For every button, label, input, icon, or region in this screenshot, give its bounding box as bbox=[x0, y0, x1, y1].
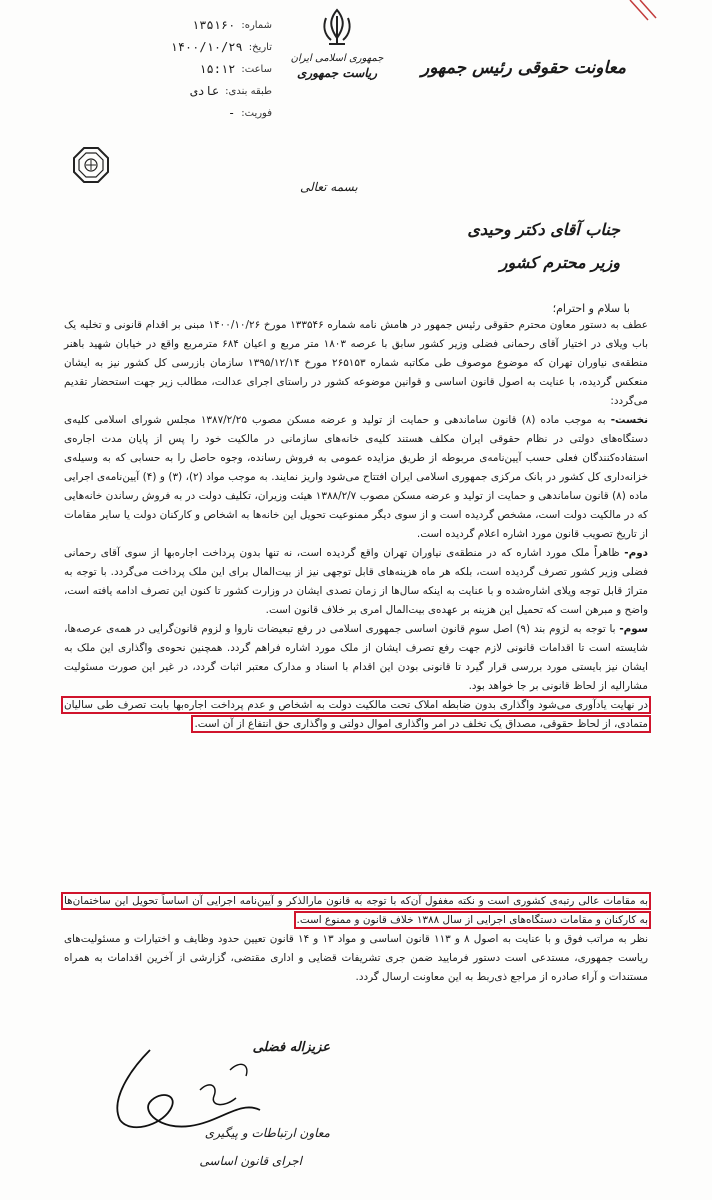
highlighted-closing: به مقامات عالی رتبه‌ی کشوری است و نکته مغفول آن‌که با توجه به قانون مارالذکر و آیین‌نامه اجرایی آن اساساً تحویل این ساختمان‌ها به کارکنان و مقامات دستگاه‌های اجرایی از سال ۱۳۸۸ خلاف قانون و ممنوع است. bbox=[64, 895, 648, 926]
letter-meta-block bbox=[72, 14, 272, 124]
paragraph-second bbox=[64, 544, 648, 620]
addressee-block bbox=[467, 220, 620, 272]
paragraph-second-text: ظاهراً ملک مورد اشاره که در منطقه‌ی نیاوران تهران واقع گردیده است، نه تنها بدون پرداخت اجاره‌بها از سوی آقای رحمانی فضلی وزیر کشور تصرف گردیده است، بلکه هر ماه هزینه‌های قابل توجهی نیز از بیت‌المال برای این ملک پرداخت می‌گردد. با توجه به متراژ قابل توجه ویلای اشاره‌شده و با عنایت به اینکه سال‌ها از زمان تصدی ایشان در وزارت کشور تا کنون این تصرف ادامه یافته است، واضح و مبرهن است که تحمیل این هزینه بر عهده‌ی بیت‌المال امری بر خلاف قانون است. bbox=[64, 547, 648, 616]
corner-pen-marks bbox=[610, 0, 670, 22]
meta-time-label: ساعت: bbox=[241, 63, 272, 75]
meta-priority-label: فوریت: bbox=[241, 107, 272, 119]
iran-emblem-icon bbox=[320, 8, 354, 48]
meta-classification-row bbox=[72, 80, 272, 102]
signatory-name: عزیزاله فضلی bbox=[252, 1040, 330, 1055]
letter-closing bbox=[64, 892, 648, 987]
meta-number: ۱۳۵۱۶۰ bbox=[191, 18, 236, 32]
meta-classification-label: طبقه بندی: bbox=[225, 85, 272, 97]
paragraph-third-lead: سوم- bbox=[619, 623, 648, 635]
letter-body bbox=[64, 316, 648, 734]
meta-classification: عادی bbox=[190, 84, 220, 98]
letterhead-emblem-block bbox=[282, 8, 392, 80]
meta-number-row bbox=[72, 14, 272, 36]
meta-time-row bbox=[72, 58, 272, 80]
paragraph-first-text: به موجب ماده (۸) قانون ساماندهی و حمایت از تولید و عرضه مسکن مصوب ۱۳۸۷/۲/۲۵ مجلس شورای اسلامی کلیه‌ی دستگاه‌های دولتی در نظام حقوقی ایران مکلف هستند کلیه‌ی خانه‌های سازمانی در مالکیت خود را پس از پایان مدت اجاره‌ی استفاده‌کنندگان فعلی حسب آیین‌نامه‌ی مربوطه از طریق مزایده عمومی به فروش رسانده، وجوه حاصل را به حسابی که به وسیله‌ی خزانه‌داری کل کشور در بانک مرکزی جمهوری اسلامی ایران افتتاح می‌شود واریز نمایند. به موجب مواد (۲)، (۳) و (۴) آیین‌نامه‌ی اجرایی ماده (۸) قانون ساماندهی و حمایت از تولید و عرضه مسکن مصوب ۱۳۸۸/۲/۷ هیئت وزیران، تکلیف دولت در به فروش رساندن خانه‌هایی که در مالکیت دولت است، مشخص گردیده است و از سوی دیگر ممنوعیت تحویل این خانه‌ها به اشخاص و کارکنان دولت یا سایر مقامات از تاریخ تصویب قانون مورد اشاره اعلام گردیده است. bbox=[64, 414, 649, 540]
paragraph-third-text: با توجه به لزوم بند (۹) اصل سوم قانون اساسی جمهوری اسلامی در رفع تبعیضات ناروا و لزوم قانون‌گرایی در همه‌ی عرصه‌ها، شایسته است تا اقدامات قانونی لازم جهت رفع تصرف ایشان از ملک مورد اشاره فراهم گردد. همچنین نحوه‌ی واگذاری این ملک به ایشان نیز بایستی مورد بررسی قرار گیرد تا قانونی بودن این اقدام با اسناد و مدارک معتبر اثبات گردد، در غیر این صورت مسئولیت مشارالیه از لحاظ قانونی بر جا خواهد بود. bbox=[64, 623, 648, 692]
meta-date: ۱۴۰۰/۱۰/۲۹ bbox=[170, 40, 243, 54]
department-title: معاونت حقوقی رئیس جمهور bbox=[421, 58, 626, 78]
meta-date-row bbox=[72, 36, 272, 58]
signatory-title-1: معاون ارتباطات و پیگیری bbox=[204, 1126, 330, 1140]
meta-date-label: تاریخ: bbox=[248, 41, 272, 53]
basmala: بسمه تعالی bbox=[300, 180, 358, 194]
paragraph-closing-2: نظر به مراتب فوق و با عنایت به اصول ۸ و ۱۱۳ قانون اساسی و مواد ۱۳ و ۱۴ قانون تعیین حدود وظایف و اختیارات و مسئولیت‌های ریاست جمهوری، مستدعی است دستور فرمایید ضمن جری تشریفات قضایی و اداری مقتضی، گزارشی از آخرین اقدامات به همراه مستندات و آراء صادره از مراجع ذی‌ربط به این معاونت ارسال گردد. bbox=[64, 933, 648, 983]
meta-priority-row bbox=[72, 102, 272, 124]
octagonal-seal-icon bbox=[72, 146, 110, 184]
paragraph-closing-1 bbox=[64, 892, 648, 930]
paragraph-first-lead: نخست- bbox=[610, 414, 648, 426]
paragraph-third bbox=[64, 620, 648, 696]
addressee-title: وزیر محترم کشور bbox=[499, 253, 620, 272]
paragraph-first bbox=[64, 411, 648, 544]
highlighted-note: در نهایت یادآوری می‌شود واگذاری بدون ضابطه املاک تحت مالکیت دولت به اشخاص و عدم پرداخت اجاره‌بها بابت تصرف طی سالیان متمادی، از لحاظ حقوقی، مصداق یک تخلف در امر واگذاری اموال دولتی و واگذاری حق انتفاع از آن است. bbox=[64, 699, 648, 730]
meta-priority: - bbox=[228, 106, 236, 120]
meta-number-label: شماره: bbox=[241, 19, 272, 31]
signature-block bbox=[90, 1030, 330, 1180]
paragraph-note bbox=[64, 696, 648, 734]
greeting: با سلام و احترام؛ bbox=[552, 302, 630, 315]
org-line-2: ریاست جمهوری bbox=[296, 66, 378, 80]
paragraph-intro: عطف به دستور معاون محترم حقوقی رئیس جمهور در هامش نامه شماره ۱۳۳۵۴۶ مورخ ۱۴۰۰/۱۰/۲۶ مبنی بر اقدام قانونی و تخلیه یک باب ویلای در اختیار آقای رحمانی فضلی وزیر کشور سابق با عرصه ۱۸۰۳ متر مربع و اعیان ۶۸۴ مترمربع واقع در خیابان شهید باهنر منطقه‌ی نیاوران تهران که موضوع موصوف طی مکاتبه شماره ۲۶۵۱۵۳ مورخ ۱۳۹۵/۱۲/۱۴ سازمان بازرسی کل کشور نیز به ایشان منعکس گردیده، با عنایت به اصول قانون اساسی و قوانین موضوعه کشور در راستای اجرای عدالت، مطالب زیر جهت استحضار تقدیم می‌گردد: bbox=[64, 319, 649, 407]
org-line-1: جمهوری اسلامی ایران bbox=[290, 53, 384, 64]
addressee-name: جناب آقای دکتر وحیدی bbox=[467, 220, 620, 239]
signatory-title-2: اجرای قانون اساسی bbox=[199, 1154, 302, 1168]
paragraph-second-lead: دوم- bbox=[624, 547, 648, 559]
meta-time: ۱۵:۱۲ bbox=[199, 62, 236, 76]
